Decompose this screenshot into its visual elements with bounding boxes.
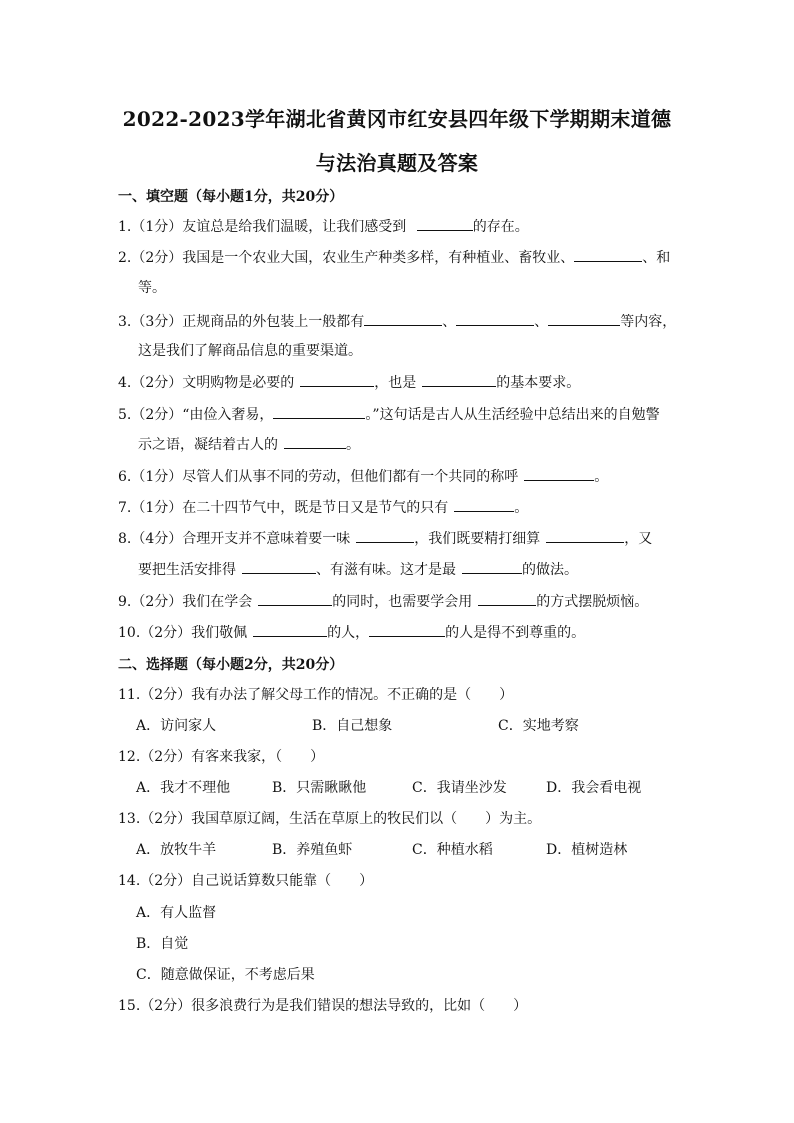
question-3: 3.（3分）正规商品的外包装上一般都有 、 、 等内容， — [118, 311, 676, 332]
question-8: 8.（4分）合理开支并不意味着要一味 ，我们既要精打细算 ，又 — [118, 528, 652, 549]
question-9: 9.（2分）我们在学会 的同时，也需要学会用 的方式摆脱烦恼。 — [118, 591, 648, 612]
question-8-cont: 要把生活安排得 、有滋有味。这才是最 的做法。 — [138, 559, 578, 580]
answer-blank — [574, 247, 642, 262]
question-5-cont: 示之语，凝结着古人的 。 — [138, 434, 360, 455]
answer-blank — [524, 466, 594, 481]
answer-blank — [454, 497, 514, 512]
answer-blank — [242, 559, 316, 574]
question-13: 13.（2分）我国草原辽阔，生活在草原上的牧民们以（ ）为主。 — [118, 811, 542, 827]
option-a: A．放牧牛羊 — [136, 842, 217, 858]
question-1: 1.（1分）友谊总是给我们温暖，让我们感受到 的存在。 — [118, 216, 529, 237]
answer-blank — [462, 559, 522, 574]
answer-blank — [284, 434, 346, 449]
option-d: D．植树造林 — [546, 842, 628, 858]
question-15: 15.（2分）很多浪费行为是我们错误的想法导致的，比如（ ） — [118, 998, 528, 1014]
answer-blank — [548, 311, 620, 326]
option-b: B．只需瞅瞅他 — [272, 780, 367, 796]
option-b: B．自己想象 — [312, 718, 393, 734]
option-a: A．访问家人 — [136, 718, 217, 734]
question-11: 11.（2分）我有办法了解父母工作的情况。不正确的是（ ） — [118, 687, 514, 703]
option-a: A．我才不理他 — [136, 780, 231, 796]
page-title-line-1: 2022-2023学年湖北省黄冈市红安县四年级下学期期末道德 — [122, 107, 672, 131]
answer-blank — [456, 311, 534, 326]
option-c: C．我请坐沙发 — [412, 780, 507, 796]
question-7: 7.（1分）在二十四节气中，既是节日又是节气的只有 。 — [118, 497, 528, 518]
answer-blank — [356, 528, 414, 543]
answer-blank — [478, 591, 536, 606]
answer-blank — [253, 622, 327, 637]
option-b: B．养殖鱼虾 — [272, 842, 353, 858]
answer-blank — [417, 216, 473, 231]
section-heading-fill-in: 一、填空题（每小题1分，共20分） — [118, 189, 344, 205]
answer-blank — [258, 591, 332, 606]
question-4: 4.（2分）文明购物是必要的 ，也是 的基本要求。 — [118, 372, 580, 393]
answer-blank — [364, 311, 442, 326]
page-title-line-2: 与法治真题及答案 — [315, 151, 479, 175]
question-3-cont: 这是我们了解商品信息的重要渠道。 — [138, 343, 362, 359]
question-12: 12.（2分）有客来我家，（ ） — [118, 749, 325, 765]
option-c: C．种植水稻 — [412, 842, 493, 858]
option-c: C．实地考察 — [498, 718, 579, 734]
question-2: 2.（2分）我国是一个农业大国，农业生产种类多样，有种植业、畜牧业、 、和 — [118, 247, 670, 268]
question-14-option-b: B．自觉 — [136, 936, 189, 952]
answer-blank — [369, 622, 445, 637]
answer-blank — [422, 372, 496, 387]
question-10: 10.（2分）我们敬佩 的人， 的人是得不到尊重的。 — [118, 622, 585, 643]
question-2-cont: 等。 — [138, 280, 166, 296]
question-6: 6.（1分）尽管人们从事不同的劳动，但他们都有一个共同的称呼 。 — [118, 466, 608, 487]
answer-blank — [300, 372, 374, 387]
answer-blank — [273, 404, 365, 419]
question-5: 5.（2分）“由俭入奢易， 。”这句话是古人从生活经验中总结出来的自勉警 — [118, 404, 660, 425]
question-14-option-c: C．随意做保证，不考虑后果 — [136, 967, 315, 983]
question-14: 14.（2分）自己说话算数只能靠（ ） — [118, 873, 374, 889]
question-14-option-a: A．有人监督 — [136, 905, 217, 921]
section-heading-choice: 二、选择题（每小题2分，共20分） — [118, 657, 344, 673]
answer-blank — [546, 528, 624, 543]
option-d: D．我会看电视 — [546, 780, 642, 796]
